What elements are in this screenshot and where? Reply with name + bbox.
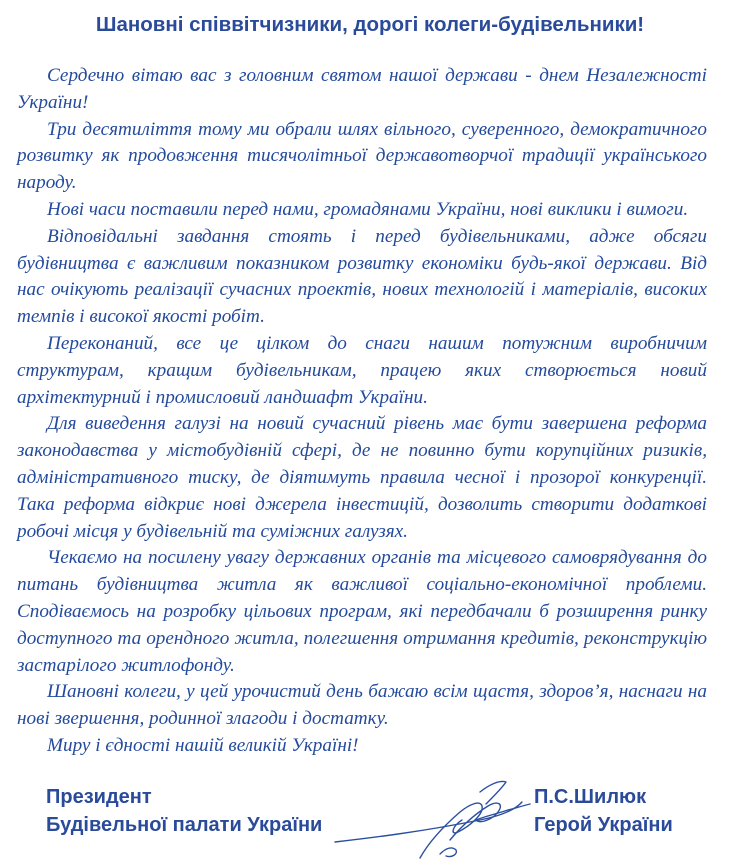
paragraph-reform: Для виведення галузі на новий сучасний рівень має бути завершена реформа законодавства у містобудівній сфері, де не повинно бути корупційних ризиків, адміністративного тиску, де діятимуть правила чесної і прозорої конкуренції. Така реформа відкриє нові джерела інвестицій, дозволить створити додаткові робочі місця у будівельній та суміжних галузях. (17, 413, 707, 542)
paragraph-three-decades: Три десятиліття тому ми обрали шлях вільного, суверенного, демократичного розвитку як продовження тисячолітньої державотворчої традиції українського народу. (17, 118, 707, 194)
paragraph-housing: Чекаємо на посилену увагу державних органів та місцевого самоврядування до питань будівництва житла як важливої соціально-економічної проблеми. Сподіваємось на розробку цільових програм, які передбачали б розширення ринку доступного та орендного житла, полегшення отримання кредитів, реконструкцію застарілого житлофонду. (17, 547, 707, 676)
paragraph-responsible-tasks: Відповідальні завдання стоять і перед будівельниками, адже обсяги будівництва є важливим показником розвитку економіки будь-якої держави. Від нас очікують реалізації сучасних проектів, нових технологій і матеріалів, високих темпів і високої якості робіт. (17, 225, 707, 328)
letter-heading: Шановні співвітчизники, дорогі колеги-будівельники! (95, 13, 645, 36)
position-line-1: Президент (46, 786, 152, 808)
paragraph-greeting: Сердечно вітаю вас з головним святом нашої держави - днем Незалежності України! (17, 65, 707, 113)
letter-body (17, 63, 707, 760)
paragraph-convinced: Переконаний, все це цілком до снаги нашим потужним виробничим структурам, кращим будівельникам, працею яких створюється новий архітектурний і промисловий ландшафт України. (17, 332, 707, 408)
paragraph-wishes: Шановні колеги, у цей урочистий день бажаю всім щастя, здоров’я, наснаги на нові звершення, родинної злагоди і достатку. (17, 681, 707, 730)
signatory-name-block (534, 783, 673, 839)
paragraph-new-times: Нові часи поставили перед нами, громадянами України, нові виклики і вимоги. (47, 198, 689, 220)
signatory-title: Герой України (534, 814, 673, 836)
signatory-name: П.С.Шилюк (534, 786, 647, 808)
signatory-position (46, 783, 322, 839)
handwritten-signature (330, 770, 540, 866)
paragraph-peace: Миру і єдності нашій великій Україні! (47, 734, 359, 756)
position-line-2: Будівельної палати України (46, 814, 323, 836)
